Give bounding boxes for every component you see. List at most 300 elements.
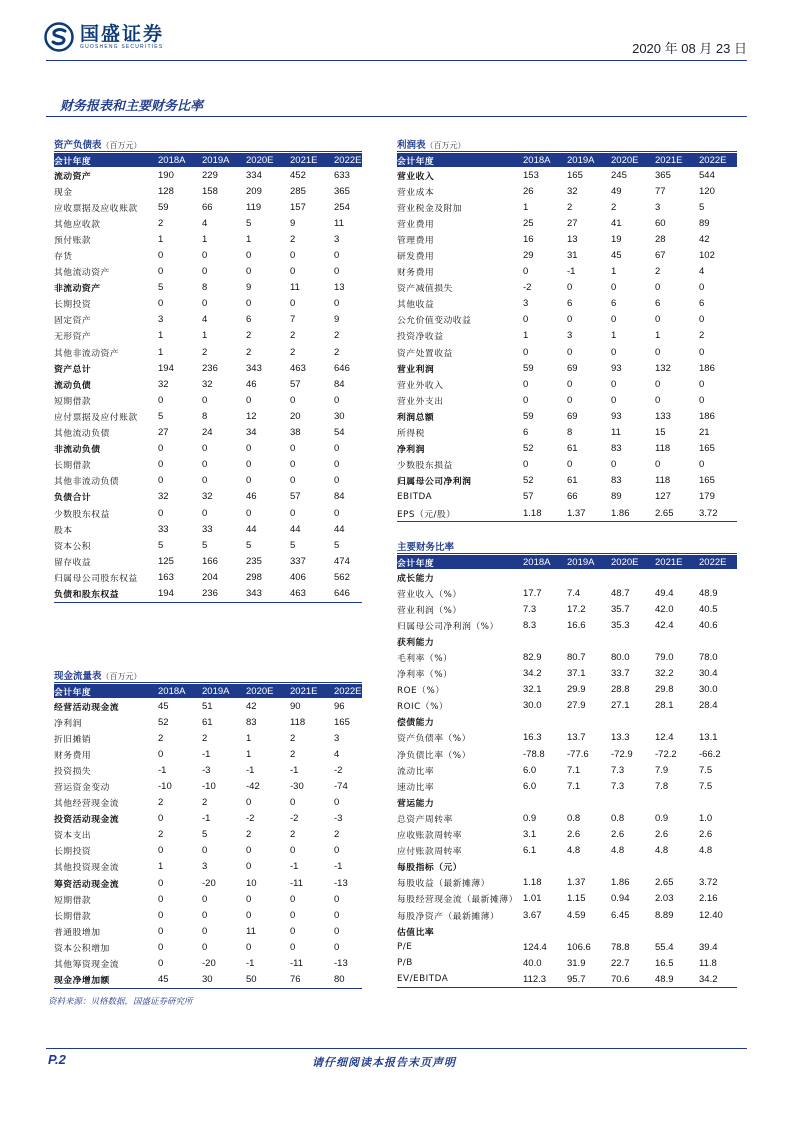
row-value: -72.9 [611, 748, 633, 760]
row-value: 2 [290, 330, 296, 342]
row-value: 2.03 [655, 893, 674, 905]
row-value: 0 [290, 941, 296, 953]
row-value: 337 [290, 555, 306, 567]
row-label: 其他流动资产 [54, 268, 110, 279]
row-value: 49 [611, 185, 622, 197]
row-value: 7.1 [567, 764, 581, 776]
row-value: 0 [246, 909, 252, 921]
row-value: 0 [158, 266, 164, 278]
row-value: 45 [158, 700, 169, 712]
row-value: 44 [334, 523, 345, 535]
row-value: 4.8 [611, 845, 625, 857]
footer-divider [46, 1048, 747, 1049]
row-value: -2 [246, 813, 255, 825]
row-value: 34.2 [523, 668, 542, 680]
row-value: 39.4 [699, 941, 718, 953]
row-label: 营业外支出 [397, 396, 444, 407]
row-value: 10 [246, 877, 257, 889]
row-value: 0 [202, 250, 208, 262]
data-source-note: 资料来源：贝格数据，国盛证券研究所 [48, 997, 193, 1007]
row-value: 5 [334, 539, 340, 551]
row-value: 30 [202, 972, 246, 989]
row-label: EPS（元/股） [397, 505, 523, 522]
table-row [397, 167, 737, 183]
row-value: 4.59 [567, 909, 586, 921]
row-value: 1 [202, 233, 208, 245]
row-value: 16 [523, 233, 534, 245]
row-value: 49.4 [655, 587, 674, 599]
row-label: 非流动资产 [54, 284, 101, 295]
row-value: 2 [290, 829, 296, 841]
row-value: 1 [202, 330, 208, 342]
financial-ratios-table [397, 539, 737, 988]
row-value: 84 [334, 378, 345, 390]
row-label: P/B [397, 958, 413, 969]
column-header-year: 2021E [290, 153, 334, 167]
row-label: 其他经营现金流 [54, 799, 120, 810]
row-value: 90 [290, 700, 301, 712]
row-value: 0 [202, 893, 208, 905]
table-row [397, 344, 737, 360]
column-header-year: 2019A [202, 153, 246, 167]
row-value: 46 [246, 491, 257, 503]
row-value: 7.5 [699, 780, 713, 792]
table-row [54, 328, 362, 344]
row-value: 2 [202, 797, 208, 809]
row-value: 6 [699, 298, 705, 310]
row-value: 28.4 [699, 700, 718, 712]
row-value: 2 [334, 346, 340, 358]
table-row [54, 537, 362, 553]
row-value: 118 [655, 475, 671, 487]
row-value: -2 [523, 282, 532, 294]
row-value: -1 [202, 813, 211, 825]
row-value: 125 [158, 555, 174, 567]
row-value: 6.0 [523, 780, 537, 792]
row-value: 40.0 [523, 957, 542, 969]
row-value: 190 [158, 169, 174, 181]
row-value: 7.3 [611, 780, 625, 792]
row-label: ROIC（%） [397, 702, 449, 713]
row-value: 0 [158, 475, 164, 487]
row-value: 1 [158, 233, 164, 245]
row-label: 速动比率 [397, 782, 435, 793]
table-row [54, 247, 362, 263]
row-value: 0 [611, 394, 617, 406]
row-value: 1 [523, 330, 529, 342]
table-row [54, 296, 362, 312]
row-label: 短期借款 [54, 396, 92, 407]
row-value: 4.8 [567, 845, 581, 857]
row-value: 69 [567, 410, 578, 422]
row-value: 4 [202, 314, 208, 326]
row-value: 166 [202, 555, 218, 567]
row-value: 209 [246, 185, 262, 197]
row-value: 0 [290, 250, 296, 262]
row-value: 27 [567, 217, 578, 229]
row-value: 21 [699, 427, 710, 439]
row-value: 5 [290, 539, 296, 551]
row-value: 165 [699, 475, 715, 487]
column-header-year: 2021E [655, 153, 699, 167]
row-value [523, 569, 567, 585]
row-value: 3 [334, 233, 340, 245]
table-row [54, 360, 362, 376]
row-value: 0 [611, 459, 617, 471]
row-label: 股本 [54, 525, 73, 536]
row-value: 0 [158, 893, 164, 905]
table-row [397, 505, 737, 522]
row-value: 2 [202, 732, 208, 744]
row-label: 成长能力 [397, 573, 435, 584]
table-row [54, 762, 362, 778]
row-label: 净利润 [397, 445, 425, 456]
row-value: 0 [202, 459, 208, 471]
row-value: -10 [158, 781, 172, 793]
row-label: 短期借款 [54, 895, 92, 906]
row-value: 26 [523, 185, 534, 197]
row-label: 每股指标（元） [397, 863, 463, 874]
table-row [54, 231, 362, 247]
section-title: 财务报表和主要财务比率 [60, 99, 204, 114]
row-value: 5 [202, 829, 208, 841]
row-label: 净负债比率（%） [397, 750, 471, 761]
row-value: 235 [246, 555, 262, 567]
table-header-row [397, 153, 737, 167]
row-value: 45 [158, 972, 202, 989]
table-row [54, 408, 362, 424]
row-value: 0 [290, 893, 296, 905]
row-value: 1.0 [699, 812, 713, 824]
column-header-year: 2022E [699, 153, 737, 167]
row-value: 153 [523, 169, 539, 181]
table-row [54, 585, 362, 602]
table-row [397, 392, 737, 408]
row-value: 127 [655, 491, 671, 503]
row-value: 16.3 [523, 732, 542, 744]
row-label: 无形资产 [54, 332, 92, 343]
row-label: 少数股东权益 [54, 509, 110, 520]
table-row [397, 682, 737, 698]
row-value: 78.0 [699, 652, 718, 664]
row-value: 5 [246, 217, 252, 229]
column-header-year: 2021E [290, 684, 334, 698]
table-row [397, 617, 737, 633]
row-value: 25 [523, 217, 534, 229]
row-value: 28 [655, 233, 666, 245]
row-value: 6.1 [523, 845, 537, 857]
row-value: 7.5 [699, 764, 713, 776]
row-value [611, 714, 655, 730]
table-row [397, 891, 737, 907]
row-value: -1 [334, 861, 343, 873]
row-value: 83 [611, 475, 622, 487]
row-value: 0 [567, 346, 573, 358]
row-label: 资本公积增加 [54, 943, 110, 954]
table-row [54, 264, 362, 280]
row-label: 其他筹资现金流 [54, 960, 120, 971]
table-row [54, 923, 362, 939]
row-value: 3.67 [523, 909, 542, 921]
row-value: 2.6 [655, 829, 669, 841]
column-header-label: 会计年度 [54, 153, 158, 167]
row-value: 0 [246, 298, 252, 310]
balance-sheet-table [54, 137, 362, 603]
row-value: 0 [158, 459, 164, 471]
row-value: 165 [334, 716, 350, 728]
row-value: 1 [158, 861, 164, 873]
row-label: 应收票据及应收账款 [54, 203, 138, 214]
row-value: 0 [334, 507, 340, 519]
row-value: 236 [202, 362, 218, 374]
table-row [54, 569, 362, 585]
row-value: 32 [158, 491, 169, 503]
row-value: 11 [334, 217, 344, 229]
table-row [397, 376, 737, 392]
income-statement-table [397, 137, 737, 522]
table-caption [397, 539, 737, 554]
row-label: 其他流动负债 [54, 429, 110, 440]
row-label: 资产处置收益 [397, 348, 453, 359]
row-value: 1.86 [611, 505, 655, 522]
row-value: 70.6 [611, 971, 655, 988]
table-header-row [54, 153, 362, 167]
row-value: 2 [611, 201, 617, 213]
table-row [397, 698, 737, 714]
row-label: 应付账款周转率 [397, 847, 463, 858]
row-value [523, 714, 567, 730]
table-row [397, 859, 737, 875]
table-title: 资产负债表 [54, 140, 102, 151]
row-label: 现金净增加额 [54, 972, 158, 989]
row-value: 32 [567, 185, 578, 197]
table-row [397, 762, 737, 778]
row-value: 124.4 [523, 941, 547, 953]
row-value: 118 [290, 716, 306, 728]
row-value: 0 [567, 314, 573, 326]
row-label: 流动比率 [397, 766, 435, 777]
row-value: 52 [158, 716, 169, 728]
row-value: 0 [158, 958, 164, 970]
row-label: 投资净收益 [397, 332, 444, 343]
row-label: 财务费用 [397, 268, 435, 279]
row-value: 298 [246, 571, 262, 583]
row-value: 179 [699, 491, 715, 503]
row-value: 0 [246, 797, 252, 809]
row-label: 财务费用 [54, 750, 92, 761]
row-value: -11 [290, 877, 304, 889]
row-value: 11 [246, 925, 256, 937]
row-label: 研发费用 [397, 252, 435, 263]
row-value: 0 [246, 507, 252, 519]
row-value: 46 [246, 378, 257, 390]
row-label: 归属母公司股东权益 [54, 573, 138, 584]
row-value: 0 [246, 394, 252, 406]
row-value: 34 [246, 427, 257, 439]
row-value: 0 [334, 394, 340, 406]
row-label: 偿债能力 [397, 718, 435, 729]
row-label: 净利润 [54, 718, 82, 729]
table-row [397, 923, 737, 939]
row-value: 0 [246, 443, 252, 455]
row-value: -2 [334, 764, 343, 776]
row-value: 204 [202, 571, 218, 583]
row-value: 42.0 [655, 603, 674, 615]
row-value: -72.2 [655, 748, 677, 760]
row-value: 24 [202, 427, 213, 439]
row-value: 80 [334, 972, 362, 989]
table-row [54, 312, 362, 328]
column-header-year: 2018A [158, 684, 202, 698]
row-value: 1 [246, 732, 252, 744]
table-row [397, 457, 737, 473]
row-value: 31.9 [567, 957, 586, 969]
row-value: 3.72 [699, 877, 718, 889]
row-value: 186 [699, 362, 715, 374]
row-value: 0 [523, 314, 529, 326]
row-value: 0 [158, 748, 164, 760]
row-value: 128 [158, 185, 174, 197]
row-value: 9 [334, 314, 340, 326]
row-label: 其他收益 [397, 300, 435, 311]
row-value: 30 [334, 410, 345, 422]
row-value: 0 [567, 459, 573, 471]
row-value: 0 [290, 475, 296, 487]
row-value: 2 [290, 748, 296, 760]
table-unit: （百万元） [101, 672, 142, 681]
row-label: 公允价值变动收益 [397, 316, 472, 327]
table-header-row [397, 555, 737, 569]
row-value: 8 [202, 410, 208, 422]
table-row [397, 231, 737, 247]
company-name-cn: 国盛证券 [80, 23, 165, 45]
row-value: 0 [290, 909, 296, 921]
row-value: -10 [202, 781, 216, 793]
row-label: 净利率（%） [397, 670, 453, 681]
table-row [54, 956, 362, 972]
row-label: 资产总计 [54, 364, 92, 375]
row-value: 3.1 [523, 829, 537, 841]
row-value: 4.8 [699, 845, 713, 857]
table-row [397, 280, 737, 296]
row-value: -1 [567, 266, 576, 278]
row-value: 544 [699, 169, 715, 181]
row-value: -1 [290, 861, 299, 873]
row-label: 长期投资 [54, 300, 92, 311]
column-header-year: 2021E [655, 555, 699, 569]
row-value [655, 923, 699, 939]
row-value: 27 [158, 427, 169, 439]
row-value: 50 [246, 972, 290, 989]
row-value: 32 [202, 378, 213, 390]
row-value: 0.8 [611, 812, 625, 824]
row-value: 1.18 [523, 877, 542, 889]
row-value: 7.1 [567, 780, 581, 792]
row-value: 334 [246, 169, 262, 181]
row-value: 59 [523, 410, 534, 422]
table-unit: （百万元） [101, 141, 142, 150]
row-value: 0 [567, 378, 573, 390]
row-value: 0 [655, 459, 661, 471]
row-value: 0 [158, 845, 164, 857]
row-value: -74 [334, 781, 348, 793]
row-value: 0 [567, 394, 573, 406]
row-value: 1 [611, 266, 617, 278]
row-value: 6 [567, 298, 573, 310]
row-value: 38 [290, 427, 301, 439]
column-header-year: 2019A [202, 684, 246, 698]
table-row [397, 714, 737, 730]
row-value: 33 [158, 523, 169, 535]
table-row [397, 746, 737, 762]
column-header-year: 2018A [158, 153, 202, 167]
row-value: 118 [655, 443, 671, 455]
row-value: 48.7 [611, 587, 630, 599]
row-value: 0 [158, 941, 164, 953]
row-label: 总资产周转率 [397, 814, 453, 825]
table-row [54, 746, 362, 762]
row-value: 0 [655, 282, 661, 294]
row-value: 69 [567, 362, 578, 374]
row-value: 6.45 [611, 909, 630, 921]
row-value: 0 [655, 394, 661, 406]
row-label: 资产负债率（%） [397, 734, 471, 745]
row-value: -77.6 [567, 748, 589, 760]
row-value: 44 [246, 523, 257, 535]
row-label: 营业税金及附加 [397, 203, 463, 214]
row-value: 0 [290, 797, 296, 809]
row-value: 0 [290, 266, 296, 278]
column-header-year: 2022E [334, 685, 362, 697]
row-value: 12.40 [699, 909, 723, 921]
row-value: 9 [290, 217, 296, 229]
row-value [699, 714, 737, 730]
row-value: 0 [246, 845, 252, 857]
row-value: 1.37 [567, 877, 586, 889]
table-row [397, 215, 737, 231]
row-value: 0 [699, 378, 705, 390]
row-value: 0 [334, 266, 340, 278]
row-value: 35.3 [611, 619, 630, 631]
table-row [54, 489, 362, 505]
row-value [655, 569, 699, 585]
row-value: -30 [290, 781, 304, 793]
row-label: 长期投资 [54, 847, 92, 858]
row-value: 79.0 [655, 652, 674, 664]
row-label: 资本公积 [54, 541, 92, 552]
table-unit: （百万元） [425, 141, 466, 150]
row-value: 5 [246, 539, 252, 551]
table-row [54, 344, 362, 360]
row-value: 9 [246, 282, 252, 294]
row-value: 7.8 [655, 780, 669, 792]
table-row [54, 811, 362, 827]
row-label: 筹资活动现金流 [54, 879, 120, 890]
table-row [54, 875, 362, 891]
row-label: 普通股增加 [54, 927, 101, 938]
row-value: 0 [523, 394, 529, 406]
table-row [397, 794, 737, 810]
row-label: 营运能力 [397, 798, 435, 809]
table-row [397, 585, 737, 601]
row-value: 17.2 [567, 603, 586, 615]
row-value: 0 [699, 346, 705, 358]
row-value: 0 [246, 893, 252, 905]
row-value: 55.4 [655, 941, 674, 953]
row-value [699, 569, 737, 585]
row-value: 11 [611, 427, 621, 439]
row-value: -1 [290, 764, 299, 776]
